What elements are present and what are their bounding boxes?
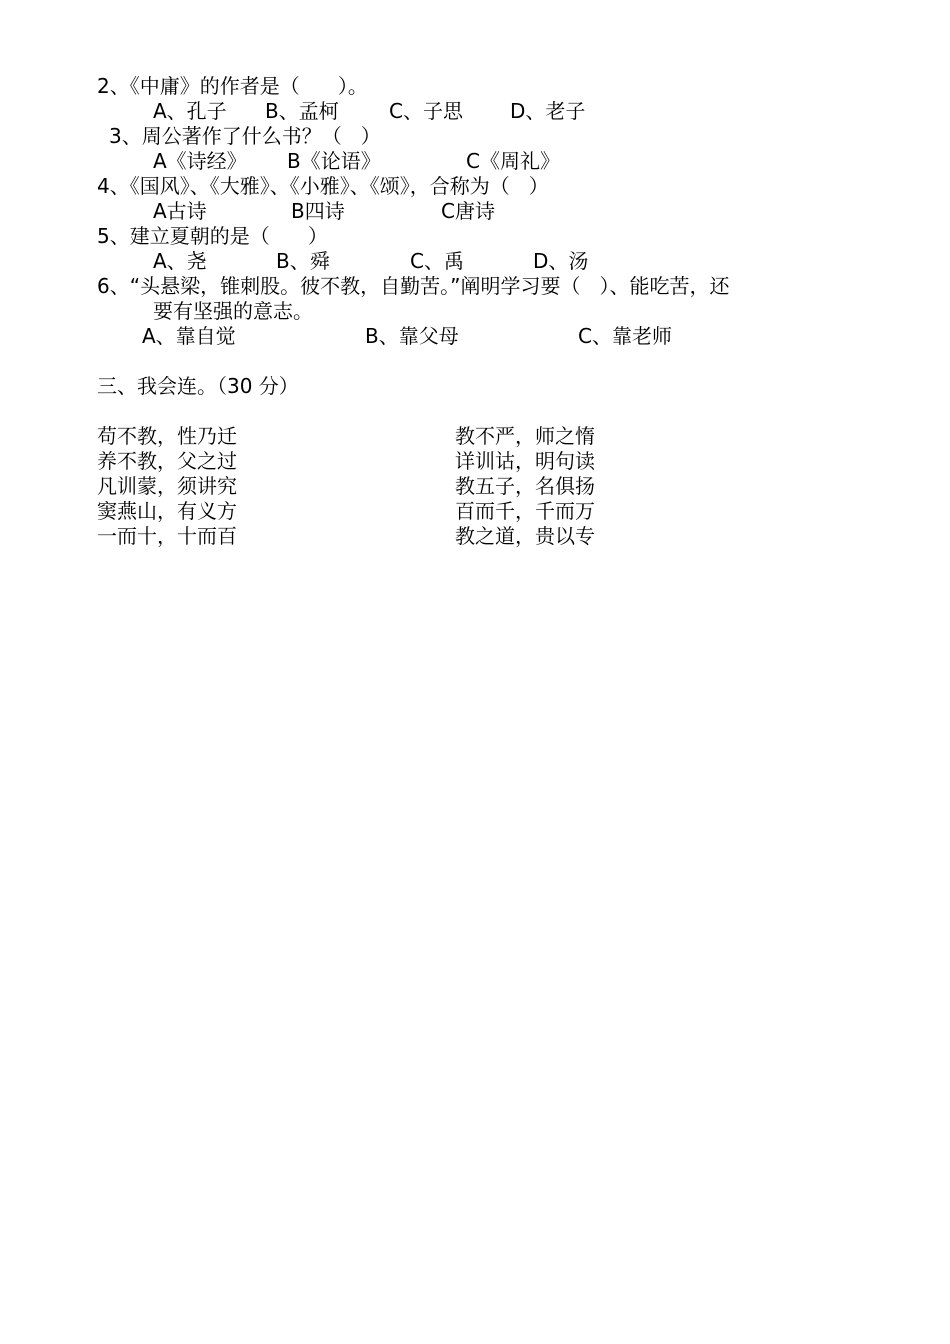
q2-option-c: C、子思 <box>389 99 463 123</box>
match-right-1: 教不严，师之惰 <box>455 424 595 448</box>
q3-option-a: A《诗经》 <box>153 149 247 173</box>
q6-option-a: A、靠自觉 <box>142 324 236 348</box>
q5-option-d: D、汤 <box>533 249 589 273</box>
match-right-5: 教之道，贵以专 <box>455 524 595 548</box>
q6-question-line1: 6、“头悬梁，锥刺股。彼不教，自勤苦。”阐明学习要（ ）、能吃苦，还 <box>97 274 730 298</box>
match-right-2: 详训诂，明句读 <box>455 449 595 473</box>
match-right-3: 教五子，名俱扬 <box>455 474 595 498</box>
match-left-5: 一而十，十而百 <box>97 524 237 548</box>
q2-option-d: D、老子 <box>510 99 586 123</box>
q5-question: 5、建立夏朝的是（ ） <box>97 224 328 248</box>
match-right-4: 百而千，千而万 <box>455 499 595 523</box>
section3-title: 三、我会连。（30 分） <box>97 374 299 398</box>
q5-option-b: B、舜 <box>276 249 330 273</box>
q6-option-b: B、靠父母 <box>365 324 459 348</box>
q6-option-c: C、靠老师 <box>578 324 672 348</box>
match-left-1: 苟不教，性乃迁 <box>97 424 237 448</box>
q4-option-a: A古诗 <box>153 199 207 223</box>
match-left-4: 窦燕山，有义方 <box>97 499 237 523</box>
q3-option-b: B《论语》 <box>287 149 381 173</box>
q3-question: 3、周公著作了什么书？（ ） <box>109 124 381 148</box>
q4-option-b: B四诗 <box>291 199 345 223</box>
q5-option-c: C、禹 <box>410 249 464 273</box>
q5-option-a: A、尧 <box>153 249 207 273</box>
q3-option-c: C《周礼》 <box>466 149 560 173</box>
match-left-2: 养不教，父之过 <box>97 449 237 473</box>
q2-option-a: A、孔子 <box>153 99 227 123</box>
match-left-3: 凡训蒙，须讲究 <box>97 474 237 498</box>
q4-option-c: C唐诗 <box>441 199 495 223</box>
q2-question: 2、《中庸》的作者是（ ）。 <box>97 74 368 98</box>
q6-question-line2: 要有坚强的意志。 <box>153 299 313 323</box>
q2-option-b: B、孟柯 <box>265 99 339 123</box>
q4-question: 4、《国风》、《大雅》、《小雅》、《颂》，合称为（ ） <box>97 174 549 198</box>
